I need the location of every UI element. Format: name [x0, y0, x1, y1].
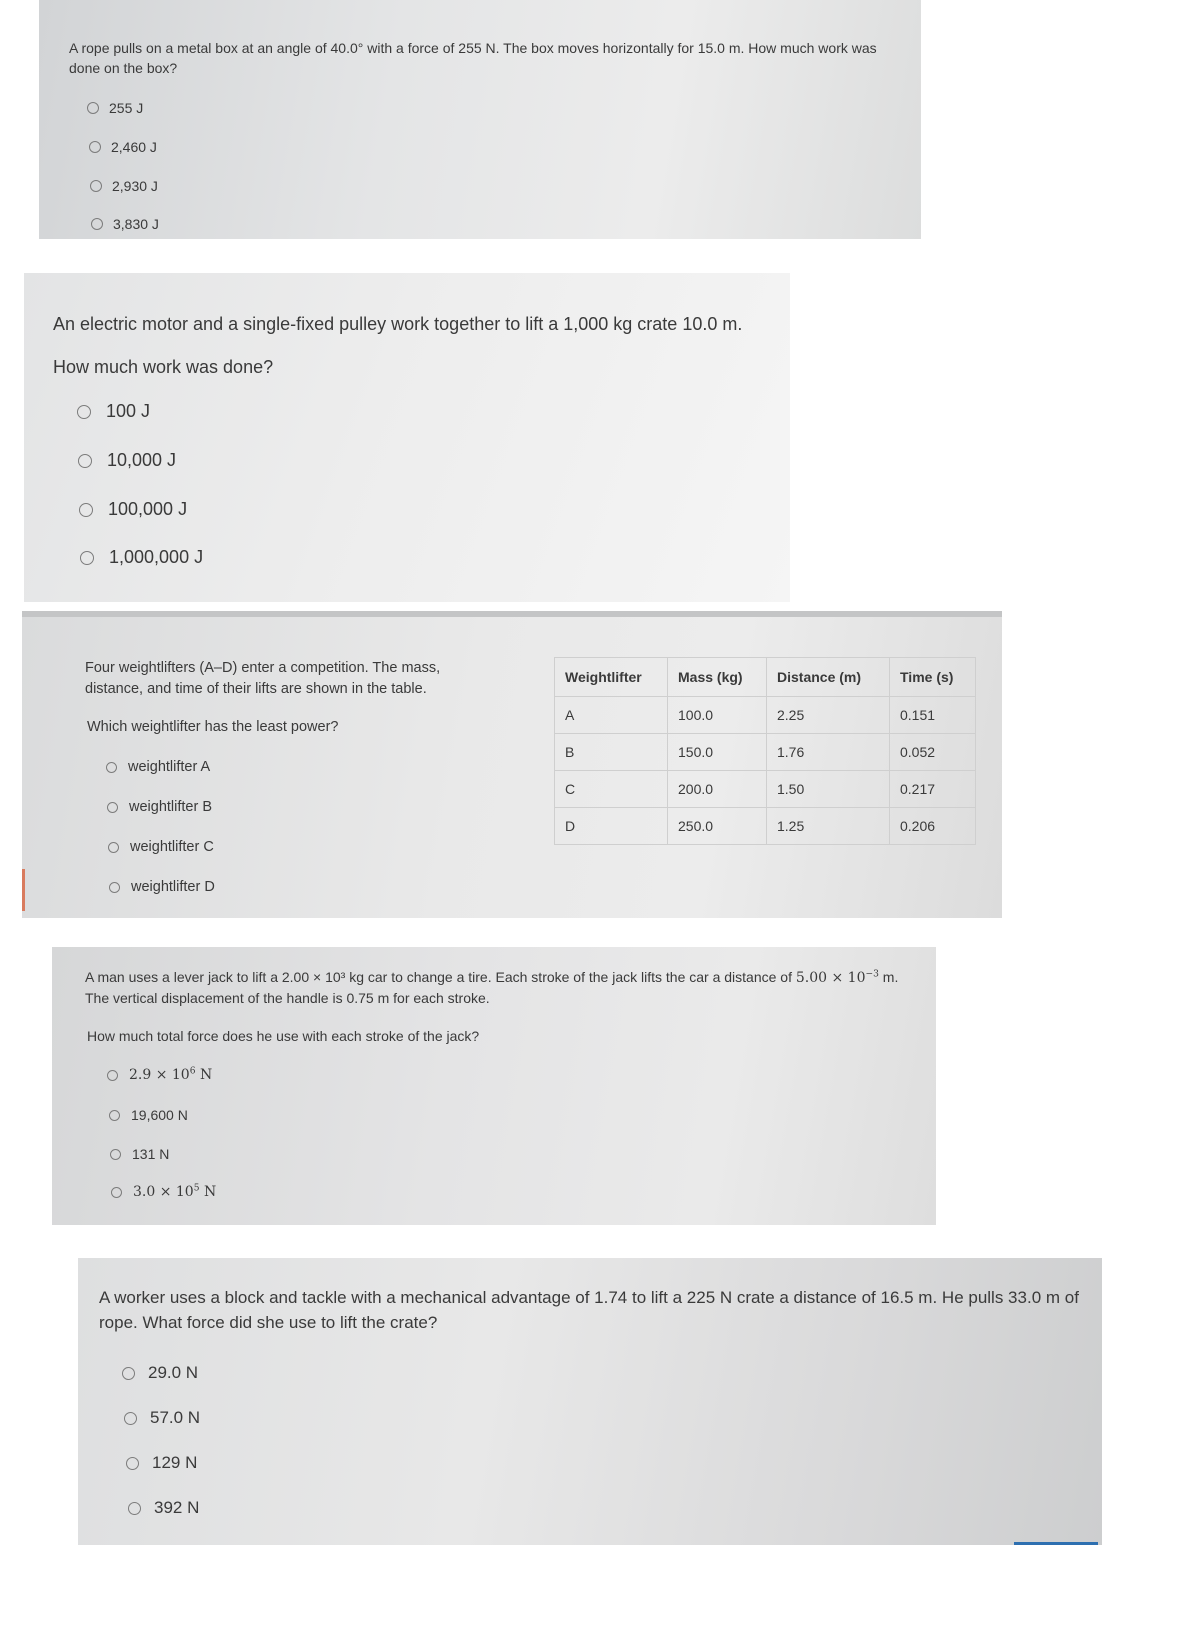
option-label: 3,830 J [113, 216, 159, 232]
value-base: 3.0 × 10 [133, 1184, 194, 1200]
option-255j[interactable] [87, 100, 143, 116]
option-2460j[interactable] [89, 139, 157, 155]
radio-button[interactable] [109, 1110, 120, 1121]
option-392-n[interactable] [128, 1498, 199, 1518]
weightlifter-table [554, 657, 976, 845]
question-text: A worker uses a block and tackle with a mechanical advantage of 1.74 to lift a 225 N crate a distance of 16.5 m. He pulls 33.0 m of rope. What force did she use to lift the crate? [99, 1288, 1079, 1332]
option-weightlifter-c[interactable] [108, 839, 214, 855]
option-label: 131 N [132, 1146, 170, 1162]
table-cell: 0.206 [890, 808, 976, 845]
radio-button[interactable] [80, 551, 94, 565]
option-131-n[interactable] [110, 1146, 169, 1162]
question-text: A rope pulls on a metal box at an angle of 40.0° with a force of 255 N. The box moves horizontally for 15.0 m. How much work was done on the box? [69, 40, 877, 77]
radio-button[interactable] [108, 842, 119, 853]
radio-button[interactable] [122, 1367, 135, 1380]
option-label: 57.0 N [150, 1408, 201, 1427]
option-label: 100 J [106, 401, 151, 421]
option-1000000j[interactable] [80, 547, 203, 568]
value-unit: m. [882, 969, 899, 985]
column-header-mass: Mass (kg) [668, 658, 767, 697]
option-label: weightlifter A [128, 759, 211, 775]
option-29-0-n[interactable] [122, 1363, 198, 1383]
option-3-0e5-n[interactable] [111, 1184, 216, 1200]
question-card-5 [78, 1258, 1102, 1545]
question-prompt: Which weightlifter has the least power? [87, 719, 339, 735]
column-header-weightlifter: Weightlifter [555, 658, 668, 697]
option-label: 392 N [154, 1498, 200, 1517]
question-text-part: The vertical displacement of the handle is 0.75 m for each stroke. [85, 990, 490, 1007]
table-cell: 250.0 [668, 808, 767, 845]
radio-button[interactable] [126, 1457, 139, 1470]
option-129-n[interactable] [126, 1453, 197, 1473]
column-header-time: Time (s) [890, 658, 976, 697]
radio-button[interactable] [111, 1187, 122, 1198]
table-cell: 0.052 [890, 734, 976, 771]
option-label: weightlifter B [129, 799, 213, 815]
question-text: An electric motor and a single-fixed pulley work together to lift a 1,000 kg crate 10.0 m. [53, 314, 743, 334]
table-cell: C [555, 771, 668, 808]
question-text-part: A man uses a lever jack to lift a 2.00 × 10³ kg car to change a tire. Each stroke of the jack lifts the car a distance of [85, 969, 792, 985]
option-57-0-n[interactable] [124, 1408, 200, 1428]
table-cell: 0.151 [890, 697, 976, 734]
value-base: 2.9 × 10 [129, 1067, 190, 1083]
question-prompt: How much work was done? [53, 357, 274, 377]
value-base: 5.00 × 10 [795, 970, 866, 986]
option-label: 100,000 J [108, 499, 188, 519]
radio-button[interactable] [107, 1070, 118, 1081]
table-header-row [555, 658, 976, 697]
option-2930j[interactable] [90, 178, 158, 194]
table-row [555, 734, 976, 771]
value-exponent: 6 [189, 1066, 196, 1077]
question-card-2 [24, 273, 790, 602]
table-cell: 1.50 [767, 771, 890, 808]
value-unit: N [203, 1184, 217, 1200]
option-label: 29.0 N [148, 1363, 199, 1382]
radio-button[interactable] [128, 1502, 141, 1515]
card-top-edge [22, 611, 1002, 617]
radio-button[interactable] [91, 218, 103, 230]
question-card-4 [52, 947, 936, 1225]
option-label: weightlifter C [130, 839, 214, 855]
table-cell: 200.0 [668, 771, 767, 808]
table-cell: 100.0 [668, 697, 767, 734]
option-label: 255 J [109, 100, 144, 116]
option-100000j[interactable] [79, 499, 187, 520]
radio-button[interactable] [106, 762, 117, 773]
option-100j[interactable] [77, 401, 150, 422]
option-label: 129 N [152, 1453, 198, 1472]
question-card-1 [39, 0, 921, 239]
option-label: 10,000 J [107, 450, 177, 470]
option-label: 19,600 N [131, 1107, 188, 1123]
table-row [555, 697, 976, 734]
table-cell: 1.25 [767, 808, 890, 845]
option-weightlifter-b[interactable] [107, 799, 212, 815]
option-label [129, 1067, 212, 1083]
option-label: 1,000,000 J [109, 547, 204, 567]
table-row [555, 808, 976, 845]
option-2-9e6-n[interactable] [107, 1067, 212, 1083]
table-cell: 0.217 [890, 771, 976, 808]
question-text [85, 967, 925, 1009]
option-19600-n[interactable] [109, 1107, 188, 1123]
question-card-3 [22, 611, 1002, 918]
option-weightlifter-d[interactable] [109, 879, 215, 895]
option-label [133, 1184, 216, 1200]
radio-button[interactable] [77, 405, 91, 419]
radio-button[interactable] [78, 454, 92, 468]
radio-button[interactable] [110, 1149, 121, 1160]
column-header-distance: Distance (m) [767, 658, 890, 697]
radio-button[interactable] [87, 102, 99, 114]
radio-button[interactable] [89, 141, 101, 153]
value-exponent: −3 [865, 969, 879, 980]
table-cell: D [555, 808, 668, 845]
table-cell: 1.76 [767, 734, 890, 771]
question-text: Four weightlifters (A–D) enter a competition. The mass, distance, and time of their lifts are shown in the table. [85, 660, 441, 698]
radio-button[interactable] [107, 802, 118, 813]
table-cell: 2.25 [767, 697, 890, 734]
radio-button[interactable] [79, 503, 93, 517]
option-label: 2,460 J [111, 139, 157, 155]
edge-marker [22, 869, 25, 911]
option-weightlifter-a[interactable] [106, 759, 210, 775]
table-row [555, 771, 976, 808]
table-cell: B [555, 734, 668, 771]
value-exponent: 5 [193, 1183, 200, 1194]
option-label: weightlifter D [131, 879, 215, 895]
option-10000j[interactable] [78, 450, 176, 471]
table-cell: 150.0 [668, 734, 767, 771]
question-prompt: How much total force does he use with each stroke of the jack? [87, 1028, 480, 1044]
radio-button[interactable] [109, 882, 120, 893]
radio-button[interactable] [90, 180, 102, 192]
option-3830j[interactable] [91, 216, 159, 232]
progress-indicator [1014, 1542, 1098, 1545]
option-label: 2,930 J [112, 178, 158, 194]
value-unit: N [199, 1067, 213, 1083]
displacement-value [796, 970, 879, 986]
radio-button[interactable] [124, 1412, 137, 1425]
table-cell: A [555, 697, 668, 734]
